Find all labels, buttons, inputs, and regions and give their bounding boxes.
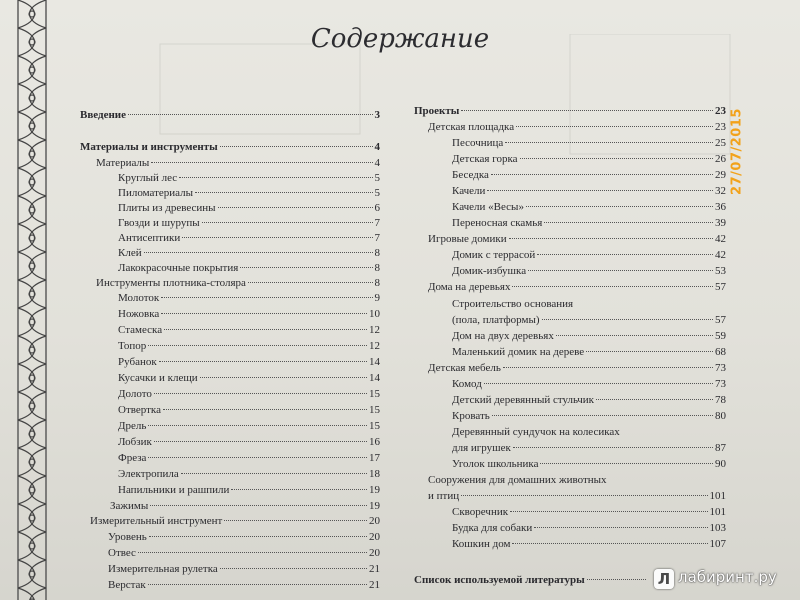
toc-entry-page: 10 [369, 308, 380, 320]
dot-leader [586, 351, 713, 352]
toc-entry [428, 361, 726, 375]
toc-entry [96, 276, 380, 290]
toc-entry [452, 264, 726, 278]
toc-entry-title: Измерительная рулетка [108, 563, 218, 575]
toc-entry [452, 136, 726, 150]
dot-leader [220, 568, 367, 569]
toc-entry-title: Домик-избушка [452, 265, 527, 277]
dot-leader [148, 425, 367, 426]
toc-entry-title: Круглый лес [118, 172, 178, 184]
toc-entry-title: Домик с террасой [452, 249, 536, 261]
toc-entry [96, 156, 380, 170]
decorative-border [0, 0, 64, 600]
dot-leader [164, 329, 367, 330]
dot-leader [534, 527, 707, 528]
toc-entry-page: 20 [369, 515, 380, 527]
toc-entry-page: 87 [715, 442, 726, 454]
toc-entry-title: Проекты [414, 105, 460, 117]
toc-entry-page: 68 [715, 346, 726, 358]
toc-entry-title: Будка для собаки [452, 522, 533, 534]
dot-leader [513, 447, 713, 448]
toc-entry-page: 80 [715, 410, 726, 422]
toc-entry [452, 425, 726, 439]
toc-entry-page: 4 [374, 157, 380, 169]
toc-entry-page: 59 [715, 330, 726, 342]
toc-entry [90, 514, 380, 528]
toc-entry-title: Детская площадка [428, 121, 515, 133]
toc-entry-title: Детская мебель [428, 362, 501, 374]
toc-entry-page: 18 [369, 468, 380, 480]
toc-entry-title: (пола, платформы) [452, 314, 540, 326]
toc-entry-title: Сооружения для домашних животных [428, 474, 607, 486]
toc-entry-title: Уголок школьника [452, 458, 539, 470]
dot-leader [231, 489, 367, 490]
dot-leader [148, 584, 367, 585]
toc-entry-title: Ножовка [118, 308, 160, 320]
toc-entry [414, 573, 648, 587]
toc-entry-title: Игровые домики [428, 233, 507, 245]
dot-leader [512, 286, 713, 287]
dot-leader [159, 361, 367, 362]
toc-entry [452, 441, 726, 455]
date-stamp [726, 80, 748, 230]
dot-leader [520, 158, 713, 159]
toc-entry [452, 377, 726, 391]
dot-leader [181, 473, 367, 474]
toc-entry-page: 12 [369, 340, 380, 352]
dot-leader [542, 319, 713, 320]
dot-leader [151, 162, 372, 163]
toc-entry-title: Кровать [452, 410, 490, 422]
toc-entry-title: Измерительный инструмент [90, 515, 223, 527]
toc-entry-title: и птиц [428, 490, 460, 502]
toc-entry [80, 108, 380, 122]
toc-entry-page: 15 [369, 404, 380, 416]
toc-entry-page: 78 [715, 394, 726, 406]
toc-entry-title: Пиломатериалы [118, 187, 194, 199]
dot-leader [182, 237, 372, 238]
toc-entry-title: Гвозди и шурупы [118, 217, 200, 229]
toc-entry-page: 21 [369, 563, 380, 575]
toc-entry-title: Антисептики [118, 232, 181, 244]
toc-entry-page: 14 [369, 356, 380, 368]
dot-leader [128, 114, 372, 115]
toc-entry-page: 32 [715, 185, 726, 197]
toc-entry [80, 140, 380, 154]
toc-entry [452, 329, 726, 343]
toc-entry-title: Зажимы [110, 500, 149, 512]
labirint-logo-icon: Л [654, 569, 674, 589]
toc-entry-title: Строительство основания [452, 298, 574, 310]
toc-entry [118, 435, 380, 449]
toc-entry-title: Лобзик [118, 436, 152, 448]
dot-leader [503, 367, 713, 368]
toc-entry-page: 39 [715, 217, 726, 229]
toc-entry-title: Рубанок [118, 356, 157, 368]
dot-leader [596, 399, 713, 400]
toc-entry-title: Качели [452, 185, 486, 197]
toc-entry-title: Материалы [96, 157, 150, 169]
toc-entry-page: 14 [369, 372, 380, 384]
toc-entry-page: 7 [374, 232, 380, 244]
toc-entry-page: 4 [374, 141, 380, 153]
toc-entry-page: 23 [715, 105, 726, 117]
toc-entry-title: Маленький домик на дереве [452, 346, 585, 358]
toc-entry [118, 451, 380, 465]
toc-entry-page: 8 [374, 277, 380, 289]
toc-entry [452, 216, 726, 230]
toc-entry [118, 171, 380, 185]
toc-entry [452, 537, 726, 551]
toc-entry-page: 3 [374, 109, 380, 121]
toc-entry-title: Дом на двух деревьях [452, 330, 554, 342]
toc-entry-page: 7 [374, 217, 380, 229]
toc-entry-page: 5 [374, 187, 380, 199]
toc-entry [452, 184, 726, 198]
dot-leader [540, 463, 713, 464]
toc-entry-page: 16 [369, 436, 380, 448]
dot-leader [461, 495, 707, 496]
toc-entry [428, 232, 726, 246]
toc-entry-title: Отвес [108, 547, 136, 559]
toc-entry [452, 521, 726, 535]
toc-entry [118, 371, 380, 385]
dot-leader [138, 552, 367, 553]
toc-entry-title: Список используемой литературы [414, 574, 585, 586]
toc-entry-page: 42 [715, 249, 726, 261]
toc-entry-page: 9 [374, 292, 380, 304]
dot-leader [148, 345, 367, 346]
toc-entry-title: Стамеска [118, 324, 163, 336]
dot-leader [526, 206, 713, 207]
toc-entry-page: 101 [709, 506, 726, 518]
toc-entry-page: 17 [369, 452, 380, 464]
toc-entry [118, 323, 380, 337]
toc-entry-page: 26 [715, 153, 726, 165]
dot-leader [220, 146, 373, 147]
dot-leader [512, 543, 707, 544]
dot-leader [556, 335, 713, 336]
dot-leader [528, 270, 713, 271]
toc-entry-title: Топор [118, 340, 147, 352]
toc-entry [118, 355, 380, 369]
toc-entry-title: Лакокрасочные покрытия [118, 262, 239, 274]
toc-entry-title: Кусачки и клещи [118, 372, 198, 384]
toc-entry [118, 261, 380, 275]
toc-entry [108, 530, 380, 544]
toc-entry-page: 23 [715, 121, 726, 133]
toc-entry-title: Материалы и инструменты [80, 141, 218, 153]
dot-leader [240, 267, 372, 268]
toc-entry-page: 12 [369, 324, 380, 336]
toc-entry-page: 29 [715, 169, 726, 181]
toc-entry-title: для игрушек [452, 442, 511, 454]
toc-entry [118, 231, 380, 245]
dot-leader [195, 192, 372, 193]
date-stamp-text: 27/07/2015 [729, 108, 745, 195]
toc-entry-page: 90 [715, 458, 726, 470]
dot-leader [509, 238, 713, 239]
dot-leader [537, 254, 713, 255]
toc-entry-title: Комод [452, 378, 482, 390]
toc-entry [118, 467, 380, 481]
dot-leader [148, 457, 367, 458]
toc-entry [118, 186, 380, 200]
toc-entry-title: Песочница [452, 137, 504, 149]
toc-entry-title: Напильники и рашпили [118, 484, 230, 496]
toc-entry-page: 53 [715, 265, 726, 277]
dot-leader [587, 579, 646, 580]
toc-entry-page: 73 [715, 378, 726, 390]
toc-entry [118, 339, 380, 353]
toc-entry-page: 101 [709, 490, 726, 502]
toc-entry [118, 403, 380, 417]
toc-entry [452, 152, 726, 166]
dot-leader [154, 393, 367, 394]
dot-leader [224, 520, 367, 521]
toc-entry-page: 8 [374, 247, 380, 259]
toc-entry-page: 5 [374, 172, 380, 184]
toc-entry [108, 546, 380, 560]
dot-leader [248, 282, 373, 283]
toc-entry-title: Верстак [108, 579, 146, 591]
toc-entry [118, 419, 380, 433]
dot-leader [161, 297, 372, 298]
dot-leader [154, 441, 367, 442]
toc-entry-page: 107 [709, 538, 726, 550]
dot-leader [491, 174, 713, 175]
toc-entry-title: Детская горка [452, 153, 518, 165]
dot-leader [149, 536, 367, 537]
toc-entry [118, 201, 380, 215]
toc-entry-page: 25 [715, 137, 726, 149]
toc-entry-title: Беседка [452, 169, 489, 181]
toc-entry-title: Деревянный сундучок на колесиках [452, 426, 620, 438]
toc-entry-title: Молоток [118, 292, 160, 304]
toc-entry [428, 280, 726, 294]
toc-entry-page: 57 [715, 314, 726, 326]
toc-entry-page: 15 [369, 420, 380, 432]
toc-entry-page: 42 [715, 233, 726, 245]
toc-entry-title: Введение [80, 109, 127, 121]
toc-entry-title: Кошкин дом [452, 538, 511, 550]
dot-leader [484, 383, 713, 384]
watermark [650, 566, 800, 592]
toc-entry [452, 505, 726, 519]
dot-leader [516, 126, 713, 127]
toc-entry-page: 21 [369, 579, 380, 591]
toc-entry-page: 73 [715, 362, 726, 374]
dot-leader [163, 409, 367, 410]
toc-entry [118, 483, 380, 497]
toc-entry [118, 246, 380, 260]
dot-leader [544, 222, 713, 223]
page-title: Содержание [310, 24, 490, 54]
toc-entry [118, 387, 380, 401]
toc-entry [108, 578, 380, 592]
toc-entry [428, 120, 726, 134]
dot-leader [200, 377, 367, 378]
dot-leader [179, 177, 372, 178]
toc-entry-title: Переносная скамья [452, 217, 543, 229]
toc-entry [452, 248, 726, 262]
toc-entry [414, 104, 726, 118]
toc-entry-page: 103 [709, 522, 726, 534]
toc-entry-page: 20 [369, 547, 380, 559]
toc-entry-page: 8 [374, 262, 380, 274]
toc-entry [452, 313, 726, 327]
toc-entry [452, 297, 726, 311]
toc-entry-title: Дрель [118, 420, 147, 432]
toc-entry-title: Отвертка [118, 404, 161, 416]
dot-leader [510, 511, 707, 512]
toc-entry [452, 393, 726, 407]
toc-entry-title: Качели «Весы» [452, 201, 524, 213]
toc-entry-title: Долото [118, 388, 152, 400]
toc-entry-title: Детский деревянный стульчик [452, 394, 594, 406]
toc-entry-page: 36 [715, 201, 726, 213]
toc-entry [118, 307, 380, 321]
toc-entry-page: 20 [369, 531, 380, 543]
toc-entry [108, 562, 380, 576]
toc-entry-page: 6 [374, 202, 380, 214]
toc-entry-title: Плиты из древесины [118, 202, 216, 214]
toc-entry [110, 499, 380, 513]
dot-leader [461, 110, 713, 111]
toc-entry-page: 19 [369, 500, 380, 512]
toc-entry [118, 216, 380, 230]
dot-leader [161, 313, 367, 314]
dot-leader [505, 142, 713, 143]
toc-entry [118, 291, 380, 305]
toc-entry [452, 409, 726, 423]
dot-leader [218, 207, 373, 208]
toc-entry-page: 57 [715, 281, 726, 293]
watermark-text: лабиринт.ру [678, 568, 777, 586]
toc-entry [452, 168, 726, 182]
toc-entry-title: Фреза [118, 452, 147, 464]
dot-leader [144, 252, 373, 253]
dot-leader [487, 190, 713, 191]
toc-entry [428, 473, 726, 487]
toc-entry-title: Уровень [108, 531, 147, 543]
toc-entry [428, 489, 726, 503]
toc-entry-title: Электропила [118, 468, 179, 480]
dot-leader [150, 505, 367, 506]
toc-entry [452, 457, 726, 471]
toc-entry-title: Дома на деревьях [428, 281, 511, 293]
dot-leader [492, 415, 713, 416]
toc-entry-page: 19 [369, 484, 380, 496]
toc-entry-title: Клей [118, 247, 142, 259]
toc-entry-title: Скворечник [452, 506, 509, 518]
dot-leader [202, 222, 373, 223]
toc-entry-title: Инструменты плотника-столяра [96, 277, 246, 289]
toc-entry [452, 345, 726, 359]
toc-entry-page: 15 [369, 388, 380, 400]
toc-entry [452, 200, 726, 214]
